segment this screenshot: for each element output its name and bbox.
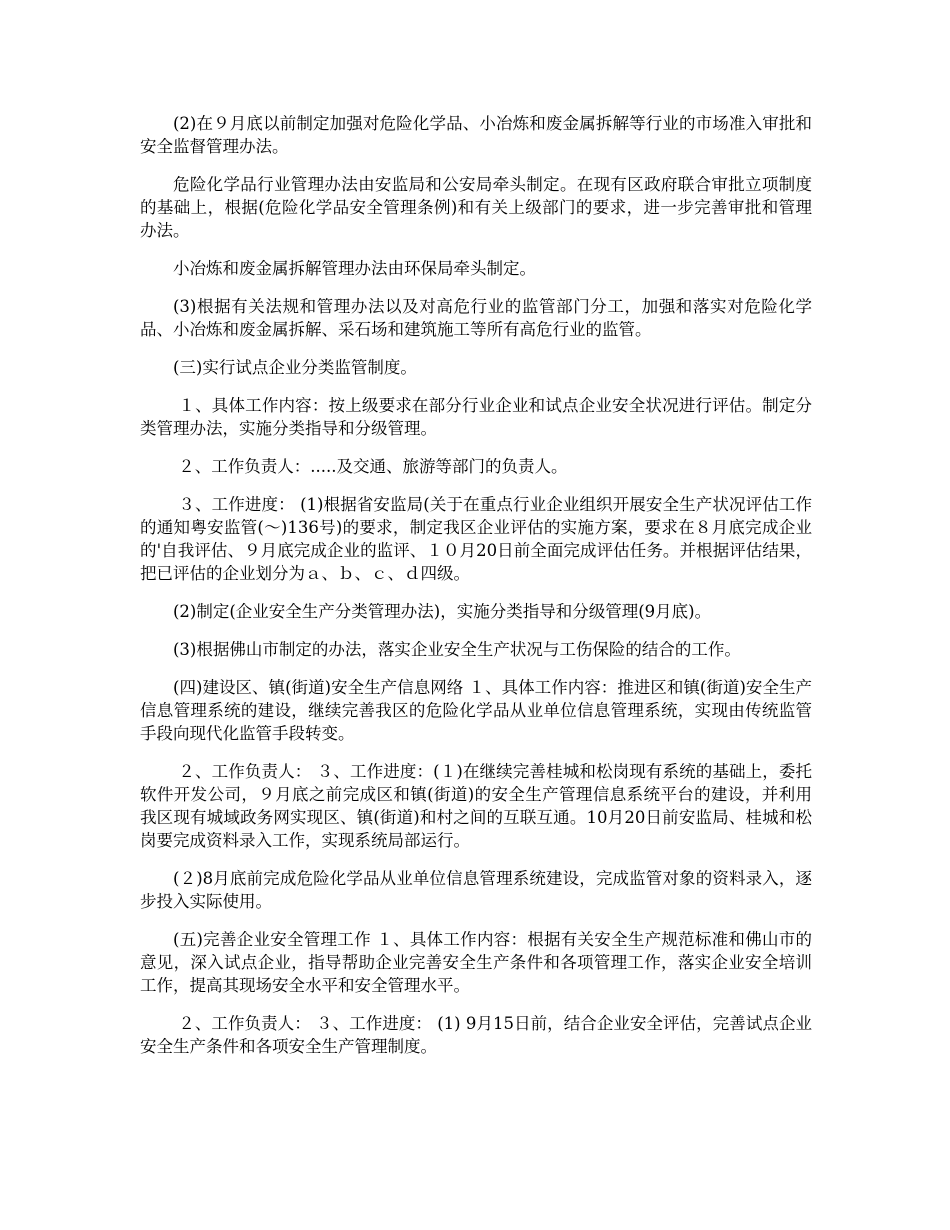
- paragraph: (四)建设区、镇(街道)安全生产信息网络 １、具体工作内容：推进区和镇(街道)安全生产信息管理系统的建设，继续完善我区的危险化学品从业单位信息管理系统，实现由传统监管手段向现代化监管手段转变。: [140, 678, 812, 743]
- paragraph: (2)在９月底以前制定加强对危险化学品、小冶炼和废金属拆解等行业的市场准入审批和安全监督管理办法。: [140, 114, 812, 156]
- paragraph: ２、工作负责人：.....及交通、旅游等部门的负责人。: [173, 457, 568, 476]
- paragraph: (五)完善企业安全管理工作 １、具体工作内容：根据有关安全生产规范标准和佛山市的意见，深入试点企业，指导帮助企业完善安全生产条件和各项管理工作，落实企业安全培训工作，提高其现场安全水平和安全管理水平。: [140, 930, 812, 995]
- section-heading: (三)实行试点企业分类监管制度。: [173, 358, 417, 377]
- paragraph: (3)根据佛山市制定的办法，落实企业安全生产状况与工伤保险的结合的工作。: [173, 640, 741, 659]
- paragraph: 小冶炼和废金属拆解管理办法由环保局牵头制定。: [173, 259, 536, 278]
- paragraph: (3)根据有关法规和管理办法以及对高危行业的监管部门分工，加强和落实对危险化学品、小冶炼和废金属拆解、采石场和建筑施工等所有高危行业的监管。: [140, 297, 812, 339]
- paragraph: (2)制定(企业安全生产分类管理办法)，实施分类指导和分级管理(9月底)。: [173, 602, 712, 621]
- paragraph: ２、工作负责人： ３、工作进度： (1) 9月15日前，结合企业安全评估，完善试点企业安全生产条件和各项安全生产管理制度。: [140, 1014, 812, 1056]
- paragraph: 危险化学品行业管理办法由安监局和公安局牵头制定。在现有区政府联合审批立项制度的基础上，根据(危险化学品安全管理条例)和有关上级部门的要求，进一步完善审批和管理办法。: [140, 175, 812, 240]
- document-body: [140, 112, 812, 1073]
- paragraph: ３、工作进度： (1)根据省安监局(关于在重点行业企业组织开展安全生产状况评估工作的通知粤安监管(～)136号)的要求，制定我区企业评估的实施方案，要求在８月底完成企业的'自我评估、９月底完成企业的监评、１０月20日前全面完成评估任务。并根据评估结果，把已评估的企业划分为ａ、ｂ、ｃ、ｄ四级。: [140, 495, 812, 583]
- paragraph: １、具体工作内容：按上级要求在部分行业企业和试点企业安全状况进行评估。制定分类管理办法，实施分类指导和分级管理。: [140, 396, 813, 438]
- paragraph: (２)8月底前完成危险化学品从业单位信息管理系统建设，完成监管对象的资料录入，逐步投入实际使用。: [140, 869, 812, 911]
- paragraph: ２、工作负责人： ３、工作进度：(１)在继续完善桂城和松岗现有系统的基础上，委托软件开发公司，９月底之前完成区和镇(街道)的安全生产管理信息系统平台的建设，并利用我区现有城域政务网实现区、镇(街道)和村之间的互联互通。10月20日前安监局、桂城和松岗要完成资料录入工作，实现系统局部运行。: [140, 762, 812, 850]
